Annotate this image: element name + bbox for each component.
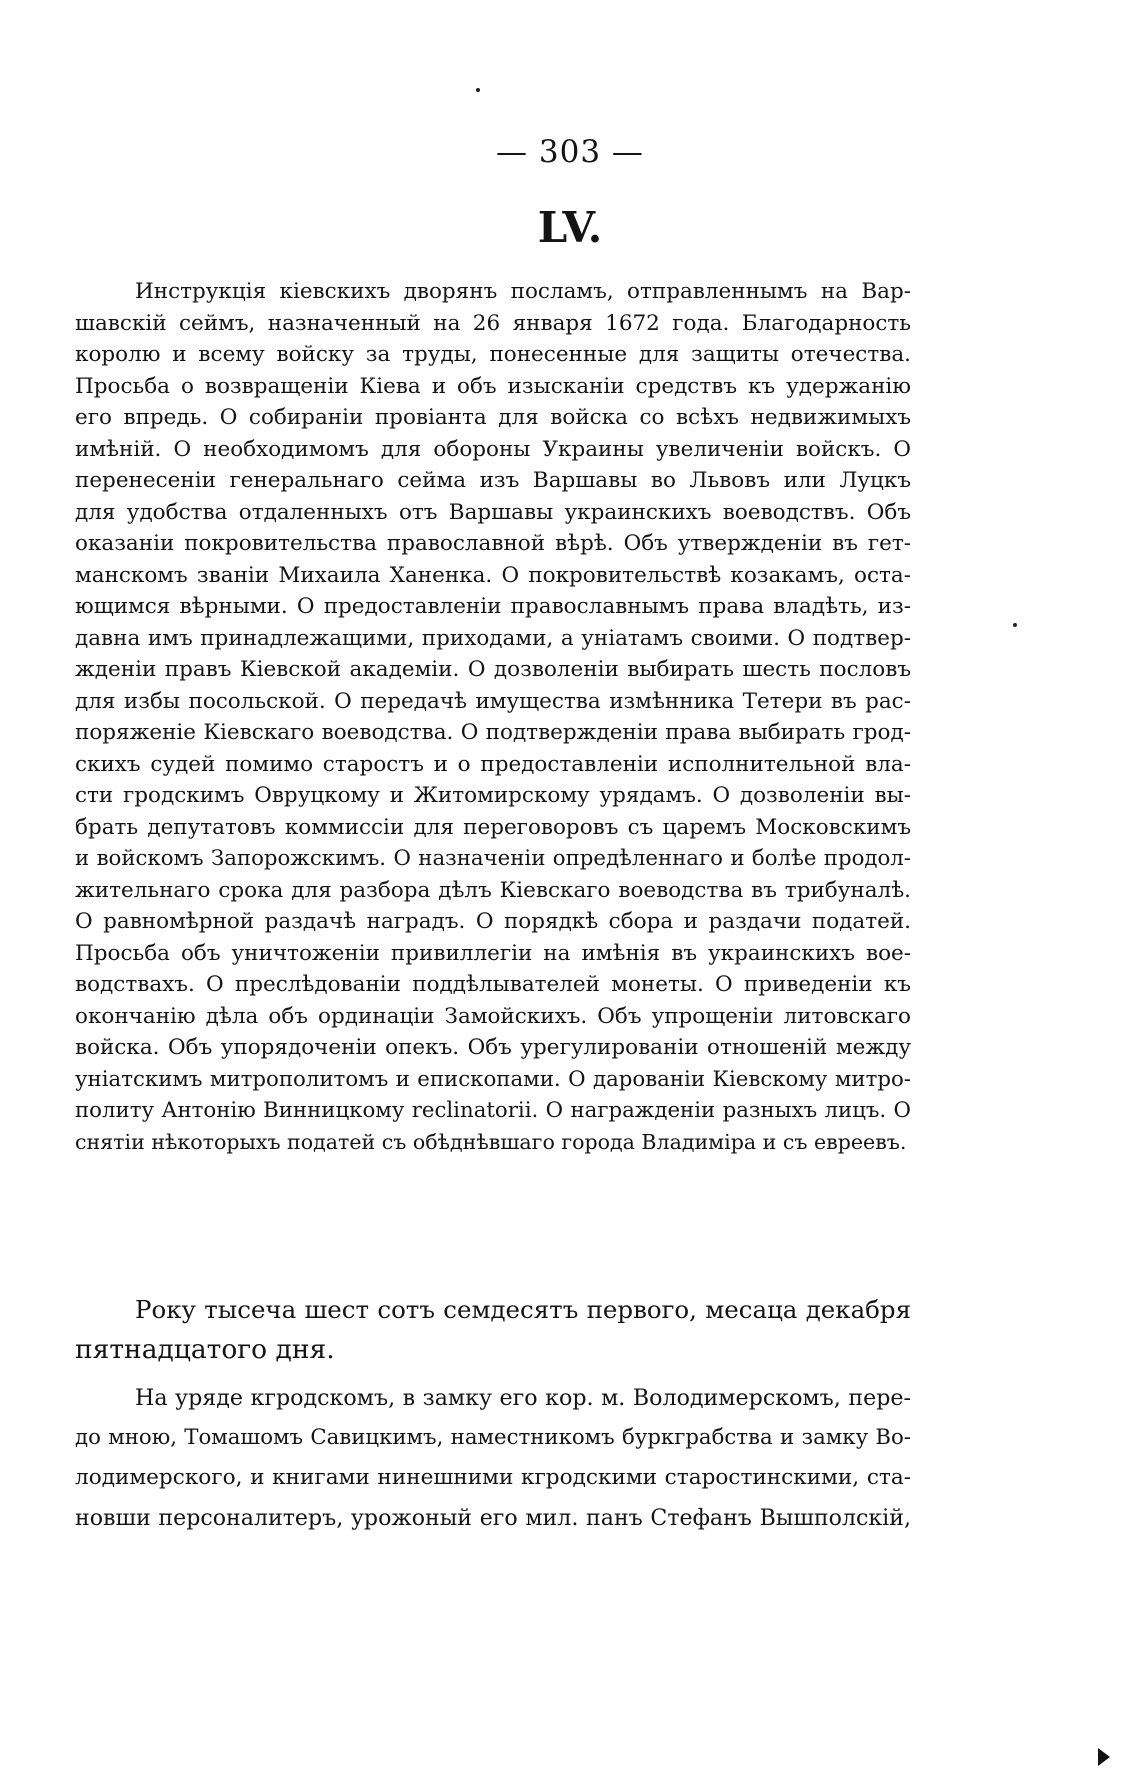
summary-line: для удобства отдаленныхъ отъ Варшавы украинскихъ воеводствъ. Объ [75, 499, 911, 525]
summary-line: Просьба о возвращеніи Кіева и объ изысканіи средствъ къ удержанію [75, 373, 911, 399]
body-line: до мною, Томашомъ Савицкимъ, наместникомъ буркграбства и замку Во- [75, 1425, 911, 1450]
body-line: Року тысеча шест сотъ семдесятъ первого, месаца декабря [135, 1295, 911, 1324]
summary-line: окончанію дѣла объ ординаціи Замойскихъ. Объ упрощеніи литовскаго [75, 1003, 911, 1029]
body-line: лодимерского, и книгами нинешними кгродскими старостинскими, ста- [75, 1465, 911, 1490]
summary-line: скихъ судей помимо старостъ и о предоставленіи исполнительной вла- [75, 751, 911, 777]
summary-line: шавскій сеймъ, назначенный на 26 января 1672 года. Благодарность [75, 310, 911, 336]
document-summary [75, 276, 911, 1158]
body-line: пятнадцатого дня. [75, 1334, 335, 1365]
summary-line: снятіи нѣкоторыхъ податей съ обѣднѣвшаго города Владиміра и съ евреевъ. [75, 1129, 907, 1154]
summary-line: для избы посольской. О передачѣ имущества измѣнника Тетери въ рас- [75, 688, 911, 714]
stray-dot [476, 88, 480, 92]
summary-line: войска. Объ упорядоченіи опекъ. Объ урегулированіи отношеній между [75, 1035, 911, 1060]
body-line: новши персоналитеръ, урожоный его мил. панъ Стефанъ Вышполскій, [75, 1505, 911, 1531]
summary-line: жительнаго срока для разбора дѣлъ Кіевскаго воеводства въ трибуналѣ. [75, 877, 911, 903]
summary-line: О равномѣрной раздачѣ наградъ. О порядкѣ сбора и раздачи податей. [75, 909, 911, 934]
date-paragraph [75, 1290, 911, 1370]
summary-line: его впредь. О собираніи провіанта для войска со всѣхъ недвижимыхъ [75, 405, 911, 430]
summary-line: водствахъ. О преслѣдованіи поддѣлывателей монеты. О приведеніи къ [75, 972, 911, 997]
record-paragraph [75, 1378, 911, 1538]
summary-line: жденіи правъ Кіевской академіи. О дозволеніи выбирать шесть пословъ [75, 657, 911, 682]
summary-line: ющимся вѣрными. О предоставленіи православнымъ права владѣть, из- [75, 594, 911, 619]
summary-line: сти гродскимъ Овруцкому и Житомирскому урядамъ. О дозволеніи вы- [75, 783, 911, 808]
summary-line: давна имъ принадлежащими, приходами, а уніатамъ своими. О подтвер- [75, 625, 911, 651]
summary-line: уніатскимъ митрополитомъ и епископами. О дарованіи Кіевскому митро- [75, 1066, 911, 1092]
summary-line: и войскомъ Запорожскимъ. О назначеніи опредѣленнаго и болѣе продол- [75, 846, 911, 871]
summary-line: политу Антонію Винницкому reclinatorii. О награжденіи разныхъ лицъ. О [75, 1098, 911, 1123]
summary-line: брать депутатовъ коммиссіи для переговоровъ съ царемъ Московскимъ [75, 814, 911, 840]
summary-line: перенесеніи генеральнаго сейма изъ Варшавы во Львовъ или Луцкъ [75, 468, 911, 493]
summary-line: имѣній. О необходимомъ для обороны Украины увеличеніи войскъ. О [75, 436, 911, 462]
page-number: — 303 — [496, 134, 644, 170]
summary-line: Инструкція кіевскихъ дворянъ посламъ, отправленнымъ на Вар- [135, 279, 911, 304]
summary-line: Просьба объ уничтоженіи привиллегіи на имѣнія въ украинскихъ вое- [75, 940, 911, 966]
summary-line: королю и всему войску за труды, понесенные для защиты отечества. [75, 342, 911, 367]
summary-line: оказаніи покровительства православной вѣрѣ. Объ утвержденіи въ гет- [75, 531, 911, 556]
summary-line: поряженіе Кіевскаго воеводства. О подтвержденіи права выбирать грод- [75, 720, 911, 745]
document-number-heading: LV. [537, 203, 603, 252]
margin-mark [1013, 623, 1017, 627]
summary-line: манскомъ званіи Михаила Ханенка. О покровительствѣ козакамъ, оста- [75, 562, 911, 588]
body-line: На уряде кгродскомъ, в замку его кор. м. Володимерскомъ, пере- [135, 1385, 911, 1411]
corner-arrow-mark [1098, 1748, 1110, 1766]
